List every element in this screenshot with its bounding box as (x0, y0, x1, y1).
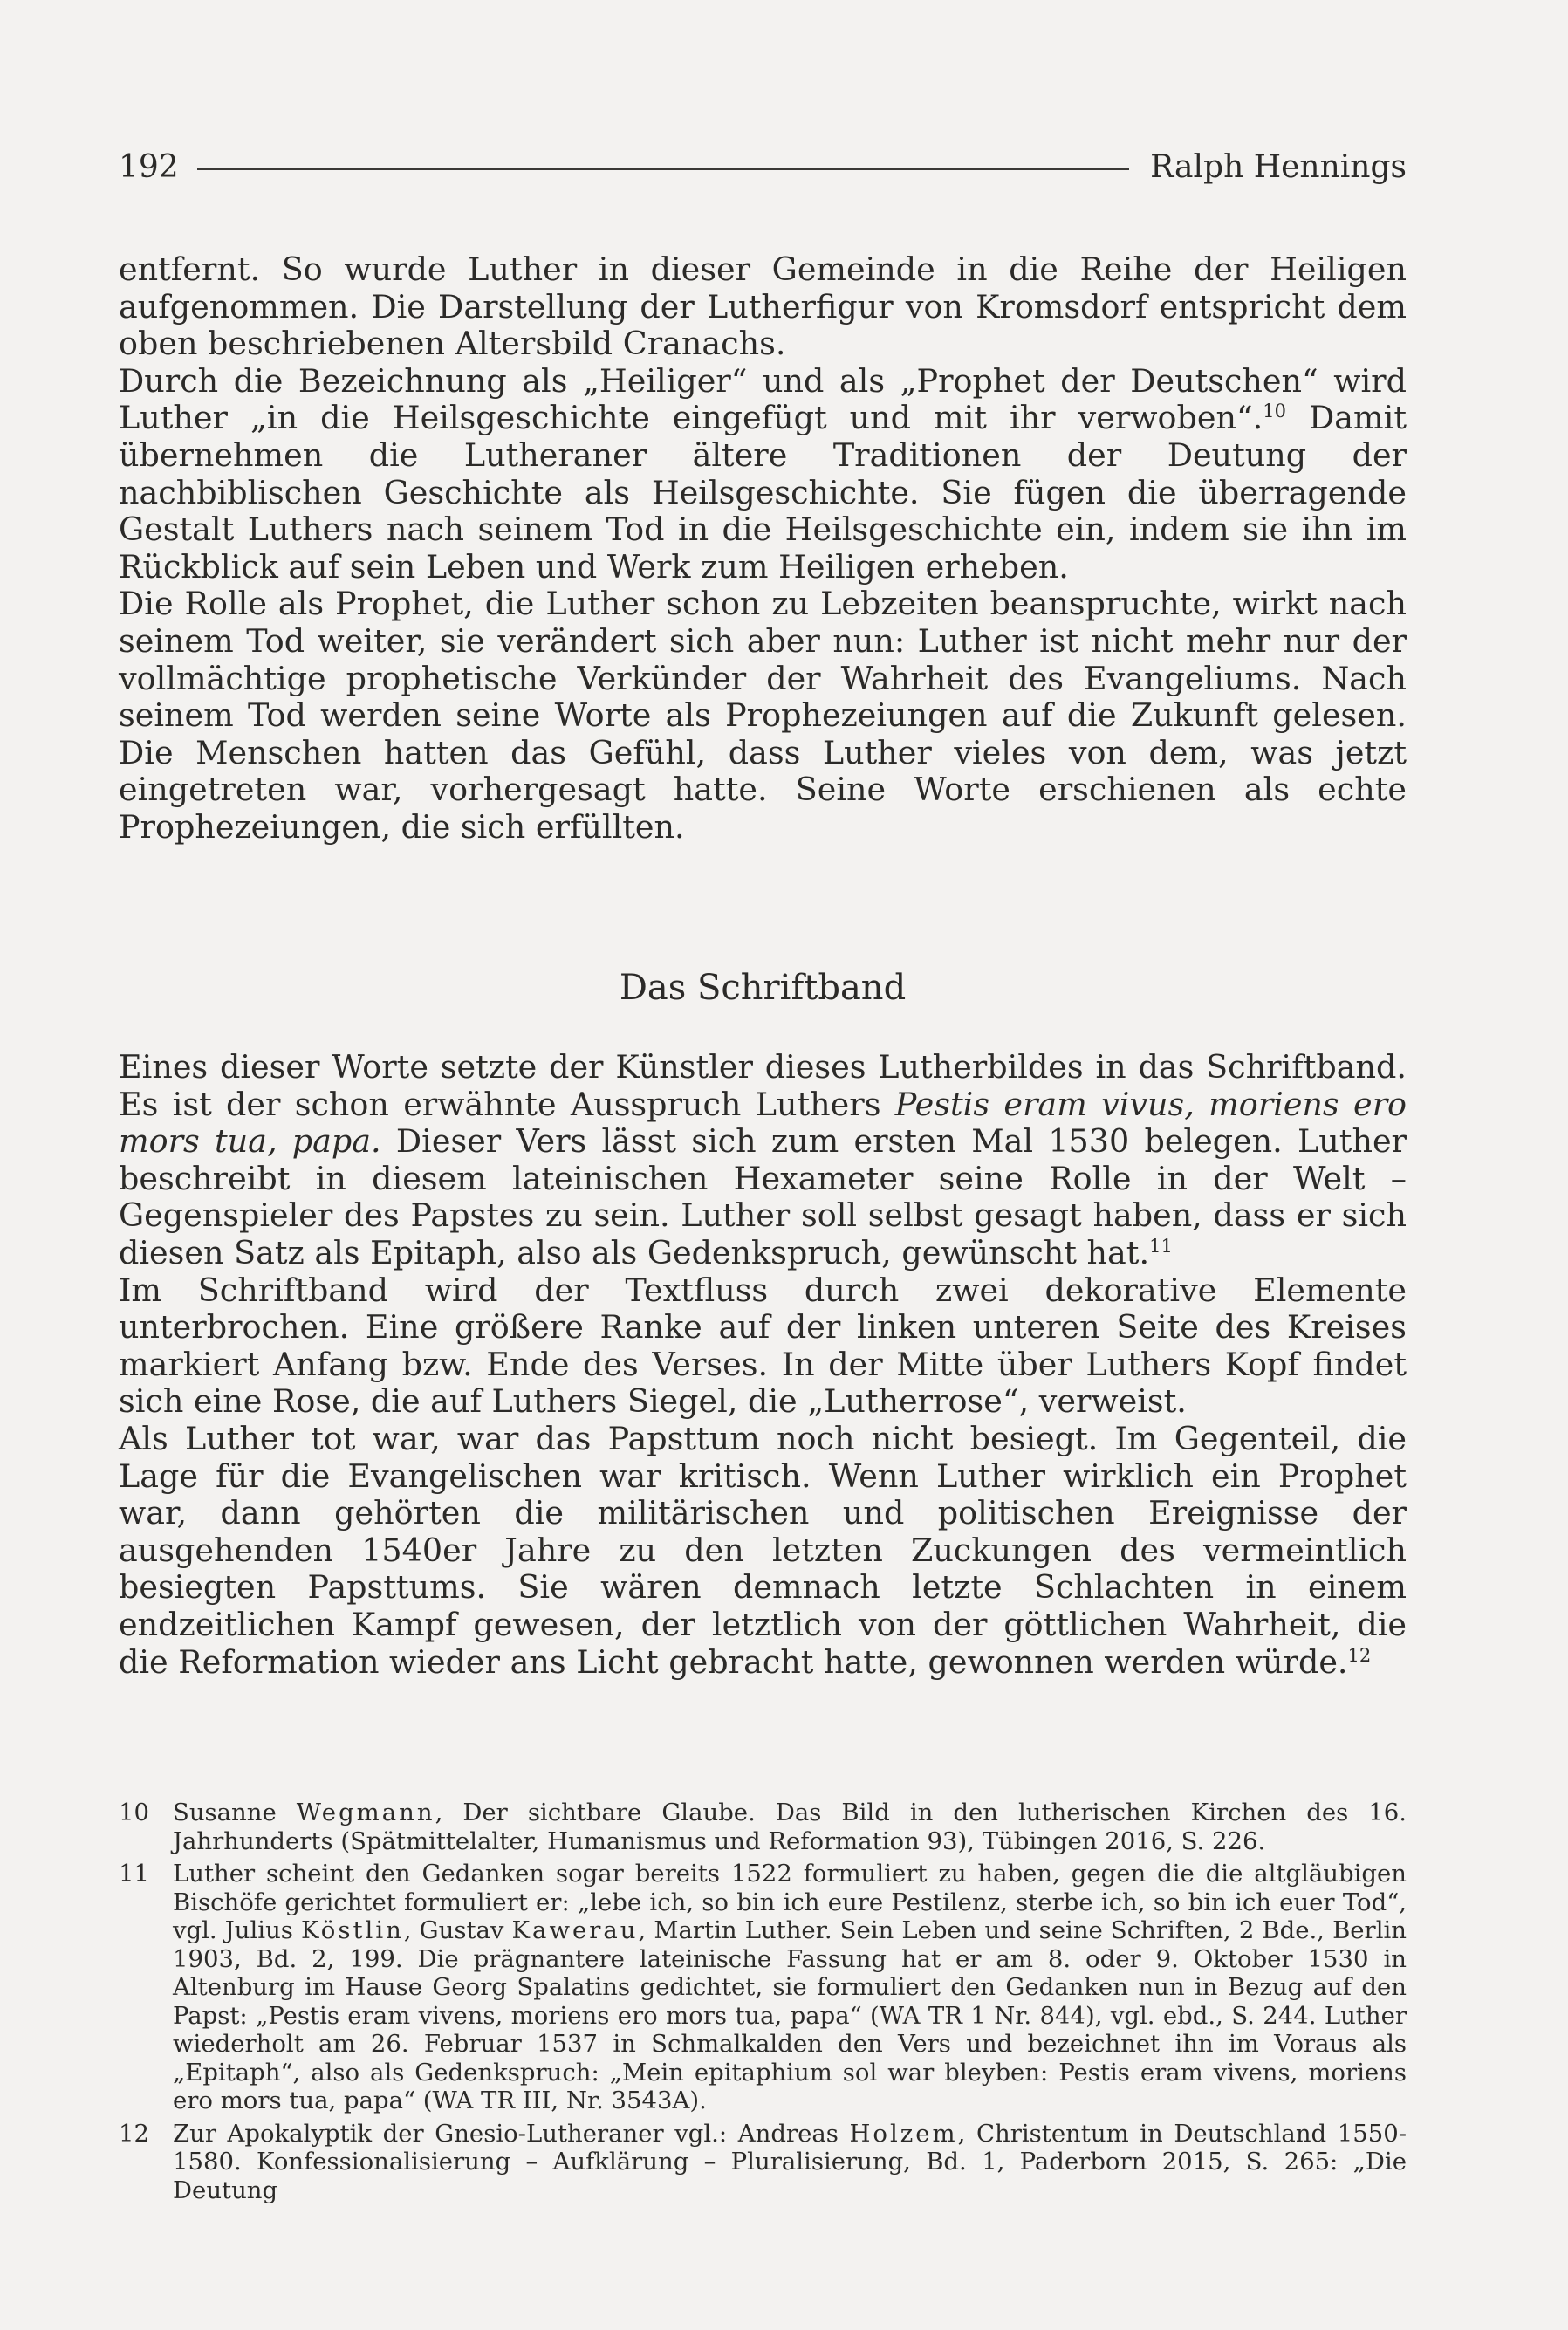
author-name: Köstlin (301, 1916, 404, 1944)
paragraph: entfernt. So wurde Luther in dieser Gemeinde in die Reihe der Heiligen aufgenommen. Die Darstellung der Lutherfigur von Kromsdorf entspricht dem oben beschriebenen Altersbild Cranachs. (119, 250, 1407, 363)
author-name: Wegmann (296, 1799, 435, 1826)
footnote-text: Susanne (173, 1799, 297, 1826)
footnote-text: , Der sichtbare Glaube. Das Bild in den lutherischen Kirchen des 16. Jahrhunderts (Spätmittelalter, Humanismus und Reformation 93), Tübingen 2016, S. 226. (173, 1799, 1407, 1855)
paragraph-text: Eines dieser Worte setzte der Künstler dieses Lutherbildes in das Schriftband. Es ist der schon erwähnte Ausspruch Luthers (119, 1048, 1407, 1123)
header-rule (197, 168, 1129, 170)
paragraph-text: Damit übernehmen die Lutheraner ältere Traditionen der Deutung der nachbiblischen Geschichte als Heilsgeschichte. Sie fügen die überragende Gestalt Luthers nach seinem Tod in die Heilsgeschichte ein, indem sie ihn im Rückblick auf sein Leben und Werk zum Heiligen erheben. (119, 399, 1407, 586)
footnote (119, 1860, 1407, 2115)
paragraph (119, 1421, 1407, 1681)
paragraph-text: Durch die Bezeichnung als „Heiliger“ und als „Prophet der Deutschen“ wird Luther „in die Heilsgeschichte eingefügt und mit ihr verwoben“. (119, 361, 1407, 437)
author-name: Kawerau (511, 1916, 639, 1944)
paragraph: Im Schriftband wird der Textfluss durch zwei dekorative Elemente unterbrochen. Eine größere Ranke auf der linken unteren Seite des Kreises markiert Anfang bzw. Ende des Verses. In der Mitte über Luthers Kopf findet sich eine Rose, die auf Luthers Siegel, die „Lutherrose“, verweist. (119, 1271, 1407, 1421)
paragraph-text: Dieser Vers lässt sich zum ersten Mal 1530 belegen. Luther beschreibt in diesem lateinischen Hexameter seine Rolle in der Welt – Gegenspieler des Papstes zu sein. Luther soll selbst gesagt haben, dass er sich diesen Satz als Epitaph, also als Gedenkspruch, gewünscht hat. (119, 1122, 1407, 1271)
author-name: Holzem (849, 2119, 958, 2148)
footnote-text: Zur Apokalyptik der Gnesio-Lutheraner vgl.: Andreas (173, 2119, 850, 2148)
footnote-ref: 12 (1347, 1644, 1372, 1666)
footnote-ref: 11 (1149, 1235, 1173, 1257)
running-header (119, 148, 1407, 192)
footnotes (119, 1799, 1407, 2209)
body-text-top (119, 251, 1407, 846)
paragraph: Die Rolle als Prophet, die Luther schon zu Lebzeiten beanspruchte, wirkt nach seinem Tod weiter, sie verändert sich aber nun: Luther ist nicht mehr nur der vollmächtige prophetische Verkünder der Wahrheit des Evangeliums. Nach seinem Tod werden seine Worte als Prophezeiungen auf die Zukunft gelesen. Die Menschen hatten das Gefühl, dass Luther vieles von dem, was jetzt eingetreten war, vorhergesagt hatte. Seine Worte erschienen als echte Prophezeiungen, die sich erfüllten. (119, 585, 1407, 846)
body-text-section (119, 1049, 1407, 1681)
section-heading: Das Schriftband (619, 968, 907, 1008)
footnote (119, 1799, 1407, 1855)
footnote-number: 10 (119, 1799, 149, 1826)
footnote-text: , Martin Luther. Sein Leben und seine Schriften, 2 Bde., Berlin 1903, Bd. 2, 199. Die prägnantere lateinische Fassung hat er am 8. oder 9. Oktober 1530 in Altenburg im Hause Georg Spalatins gedichtet, sie formuliert den Gedanken nun in Bezug auf den Papst: „Pestis eram vivens, moriens ero mors tua, papa“ (WA TR 1 Nr. 844), vgl. ebd., S. 244. Luther wiederholt am 26. Februar 1537 in Schmalkalden den Vers und bezeichnet ihn im Voraus als „Epitaph“, also als Gedenkspruch: „Mein epitaphium sol war bleyben: Pestis eram vivens, moriens ero mors tua, papa“ (WA TR III, Nr. 3543A). (173, 1916, 1407, 2114)
footnote-number: 11 (119, 1860, 149, 1888)
footnote-text: , Christentum in Deutschland 1550-1580. Konfessionalisierung – Aufklärung – Pluralisierung, Bd. 1, Paderborn 2015, S. 265: „Die Deutung (173, 2119, 1407, 2204)
footnote-text: Luther scheint den Gedanken sogar bereits 1522 formuliert zu haben, gegen die die altgläubigen Bischöfe gerichtet formuliert er: „lebe ich, so bin ich eure Pestilenz, sterbe ich, so bin ich euer Tod“, vgl. Julius (173, 1860, 1407, 1944)
paragraph (119, 363, 1407, 586)
paragraph (119, 1049, 1407, 1272)
footnote (119, 2120, 1407, 2205)
latin-quote: Pestis eram vivus, moriens ero mors tua, papa. (119, 1085, 1407, 1161)
footnote-text: , Gustav (403, 1916, 512, 1944)
running-author: Ralph Hennings (1150, 149, 1407, 185)
page-number: 192 (119, 149, 179, 185)
paragraph-text: Als Luther tot war, war das Papsttum noch nicht besiegt. Im Gegenteil, die Lage für die Evangelischen war kritisch. Wenn Luther wirklich ein Prophet war, dann gehörten die militärischen und politischen Ereignisse der ausgehenden 1540er Jahre zu den letzten Zuckungen des vermeintlich besiegten Papsttums. Sie wären demnach letzte Schlachten in einem endzeitlichen Kampf gewesen, der letztlich von der göttlichen Wahrheit, die die Reformation wieder ans Licht gebracht hatte, gewonnen werden würde. (119, 1419, 1407, 1681)
footnote-ref: 10 (1263, 401, 1286, 422)
footnote-number: 12 (119, 2119, 149, 2148)
